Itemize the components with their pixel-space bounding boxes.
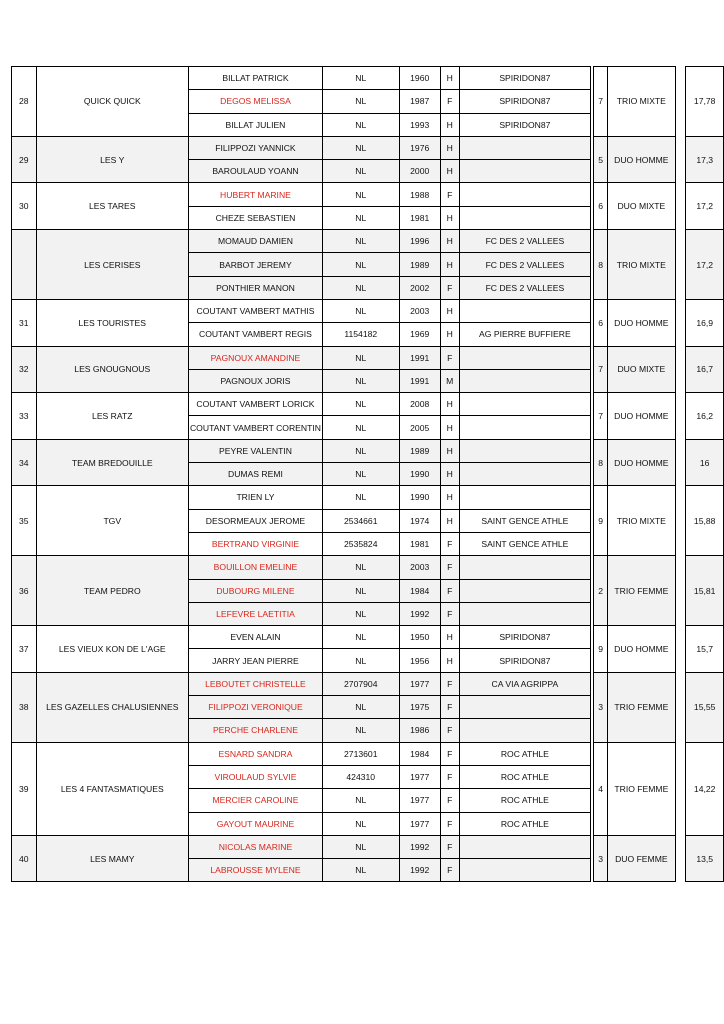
team-category: TRIO FEMME [608, 556, 676, 626]
team-category: DUO MIXTE [608, 183, 676, 230]
table-row [12, 486, 724, 509]
team-place: 3 [594, 672, 608, 742]
member-year: 1981 [399, 206, 440, 229]
column-gap [675, 439, 686, 486]
column-gap [675, 626, 686, 673]
member-sex: H [440, 136, 459, 159]
column-gap [675, 67, 686, 137]
team-score: 15,55 [686, 672, 724, 742]
member-year: 1977 [399, 765, 440, 788]
member-name: DEGOS MELISSA [188, 90, 322, 113]
member-year: 2000 [399, 160, 440, 183]
member-year: 2002 [399, 276, 440, 299]
member-name: GAYOUT MAURINE [188, 812, 322, 835]
member-club [459, 346, 591, 369]
team-number: 39 [12, 742, 37, 835]
member-club: SPIRIDON87 [459, 626, 591, 649]
team-number: 37 [12, 626, 37, 673]
member-year: 1993 [399, 113, 440, 136]
member-license: 2534661 [322, 509, 399, 532]
team-number: 28 [12, 67, 37, 137]
team-name: LES RATZ [36, 393, 188, 440]
member-name: MERCIER CAROLINE [188, 789, 322, 812]
member-sex: F [440, 719, 459, 742]
team-name: LES GAZELLES CHALUSIENNES [36, 672, 188, 742]
member-club [459, 160, 591, 183]
member-sex: F [440, 812, 459, 835]
team-name: LES CERISES [36, 230, 188, 300]
team-name: LES VIEUX KON DE L'AGE [36, 626, 188, 673]
member-name: BILLAT JULIEN [188, 113, 322, 136]
member-sex: F [440, 183, 459, 206]
member-year: 1956 [399, 649, 440, 672]
member-name: PAGNOUX JORIS [188, 369, 322, 392]
team-name: QUICK QUICK [36, 67, 188, 137]
member-name: COUTANT VAMBERT MATHIS [188, 299, 322, 322]
team-category: TRIO FEMME [608, 672, 676, 742]
member-club [459, 393, 591, 416]
team-category: TRIO MIXTE [608, 486, 676, 556]
member-sex: F [440, 579, 459, 602]
member-club: SPIRIDON87 [459, 90, 591, 113]
member-name: LEBOUTET CHRISTELLE [188, 672, 322, 695]
team-category: DUO MIXTE [608, 346, 676, 393]
team-score: 16,9 [686, 299, 724, 346]
member-year: 1990 [399, 486, 440, 509]
member-year: 1974 [399, 509, 440, 532]
member-sex: H [440, 113, 459, 136]
team-score: 15,88 [686, 486, 724, 556]
member-name: BAROULAUD YOANN [188, 160, 322, 183]
team-place: 7 [594, 67, 608, 137]
team-name: TEAM BREDOUILLE [36, 439, 188, 486]
table-row [12, 346, 724, 369]
table-row [12, 672, 724, 695]
member-year: 1991 [399, 346, 440, 369]
team-score: 16,7 [686, 346, 724, 393]
member-year: 1988 [399, 183, 440, 206]
team-place: 8 [594, 230, 608, 300]
team-category: TRIO MIXTE [608, 230, 676, 300]
results-table [11, 66, 724, 882]
member-sex: H [440, 253, 459, 276]
member-license: NL [322, 696, 399, 719]
team-number: 33 [12, 393, 37, 440]
team-place: 9 [594, 626, 608, 673]
team-number: 30 [12, 183, 37, 230]
member-year: 2003 [399, 556, 440, 579]
member-year: 1977 [399, 672, 440, 695]
member-name: EVEN ALAIN [188, 626, 322, 649]
member-license: NL [322, 649, 399, 672]
member-year: 2005 [399, 416, 440, 439]
member-year: 1984 [399, 579, 440, 602]
member-sex: H [440, 439, 459, 462]
member-sex: F [440, 859, 459, 882]
member-license: 2535824 [322, 532, 399, 555]
team-category: DUO HOMME [608, 439, 676, 486]
member-sex: H [440, 416, 459, 439]
member-year: 1969 [399, 323, 440, 346]
column-gap [675, 835, 686, 882]
member-year: 1996 [399, 230, 440, 253]
member-year: 1950 [399, 626, 440, 649]
member-club [459, 486, 591, 509]
member-club [459, 859, 591, 882]
column-gap [675, 486, 686, 556]
member-license: NL [322, 439, 399, 462]
member-club [459, 439, 591, 462]
member-license: NL [322, 602, 399, 625]
member-license: NL [322, 835, 399, 858]
column-gap [675, 672, 686, 742]
member-sex: H [440, 323, 459, 346]
member-sex: F [440, 742, 459, 765]
member-name: ESNARD SANDRA [188, 742, 322, 765]
column-gap [675, 299, 686, 346]
member-sex: F [440, 789, 459, 812]
member-name: CHEZE SEBASTIEN [188, 206, 322, 229]
member-club [459, 136, 591, 159]
member-name: NICOLAS MARINE [188, 835, 322, 858]
team-name: LES 4 FANTASMATIQUES [36, 742, 188, 835]
member-license: NL [322, 789, 399, 812]
table-row [12, 556, 724, 579]
member-license: NL [322, 346, 399, 369]
member-sex: F [440, 835, 459, 858]
member-license: NL [322, 486, 399, 509]
member-year: 1976 [399, 136, 440, 159]
member-club: ROC ATHLE [459, 765, 591, 788]
member-name: PAGNOUX AMANDINE [188, 346, 322, 369]
team-name: LES MAMY [36, 835, 188, 882]
member-year: 1981 [399, 532, 440, 555]
member-club [459, 206, 591, 229]
team-category: DUO HOMME [608, 626, 676, 673]
column-gap [675, 136, 686, 183]
member-name: LEFEVRE LAETITIA [188, 602, 322, 625]
member-year: 1977 [399, 812, 440, 835]
member-year: 1992 [399, 835, 440, 858]
member-club: CA VIA AGRIPPA [459, 672, 591, 695]
team-place: 9 [594, 486, 608, 556]
member-license: NL [322, 556, 399, 579]
member-name: JARRY JEAN PIERRE [188, 649, 322, 672]
member-license: NL [322, 276, 399, 299]
table-row [12, 742, 724, 765]
member-sex: F [440, 276, 459, 299]
member-name: FILIPPOZI VERONIQUE [188, 696, 322, 719]
member-sex: H [440, 230, 459, 253]
member-sex: H [440, 626, 459, 649]
member-sex: F [440, 532, 459, 555]
member-name: COUTANT VAMBERT CORENTIN [188, 416, 322, 439]
member-year: 2008 [399, 393, 440, 416]
member-club: SPIRIDON87 [459, 113, 591, 136]
member-sex: H [440, 393, 459, 416]
team-score: 15,7 [686, 626, 724, 673]
team-category: DUO FEMME [608, 835, 676, 882]
team-category: TRIO FEMME [608, 742, 676, 835]
team-name: LES GNOUGNOUS [36, 346, 188, 393]
member-club [459, 416, 591, 439]
member-sex: M [440, 369, 459, 392]
member-license: NL [322, 183, 399, 206]
member-name: BERTRAND VIRGINIE [188, 532, 322, 555]
member-name: COUTANT VAMBERT LORICK [188, 393, 322, 416]
column-gap [675, 742, 686, 835]
member-license: NL [322, 90, 399, 113]
member-license: NL [322, 463, 399, 486]
table-row [12, 67, 724, 90]
team-number: 34 [12, 439, 37, 486]
team-name: LES TOURISTES [36, 299, 188, 346]
member-license: NL [322, 369, 399, 392]
member-sex: H [440, 160, 459, 183]
team-number: 40 [12, 835, 37, 882]
column-gap [675, 183, 686, 230]
member-club [459, 556, 591, 579]
member-license: NL [322, 67, 399, 90]
member-club [459, 183, 591, 206]
team-score: 13,5 [686, 835, 724, 882]
member-name: VIROULAUD SYLVIE [188, 765, 322, 788]
table-row [12, 626, 724, 649]
member-club: AG PIERRE BUFFIERE [459, 323, 591, 346]
member-name: DESORMEAUX JEROME [188, 509, 322, 532]
member-club [459, 602, 591, 625]
member-year: 1987 [399, 90, 440, 113]
member-license: 424310 [322, 765, 399, 788]
member-club: FC DES 2 VALLEES [459, 253, 591, 276]
team-score: 17,3 [686, 136, 724, 183]
member-club: SAINT GENCE ATHLE [459, 509, 591, 532]
member-sex: H [440, 299, 459, 322]
member-club: SPIRIDON87 [459, 649, 591, 672]
team-score: 17,78 [686, 67, 724, 137]
team-place: 7 [594, 346, 608, 393]
member-license: NL [322, 253, 399, 276]
member-year: 1984 [399, 742, 440, 765]
table-row [12, 230, 724, 253]
member-sex: F [440, 346, 459, 369]
member-license: NL [322, 416, 399, 439]
member-year: 1960 [399, 67, 440, 90]
member-license: NL [322, 719, 399, 742]
member-license: NL [322, 626, 399, 649]
table-row [12, 299, 724, 322]
column-gap [675, 230, 686, 300]
member-year: 1975 [399, 696, 440, 719]
member-sex: H [440, 486, 459, 509]
member-sex: F [440, 602, 459, 625]
member-year: 2003 [399, 299, 440, 322]
table-row [12, 393, 724, 416]
member-name: PERCHE CHARLENE [188, 719, 322, 742]
table-row [12, 136, 724, 159]
member-name: PEYRE VALENTIN [188, 439, 322, 462]
member-name: FILIPPOZI YANNICK [188, 136, 322, 159]
team-category: DUO HOMME [608, 299, 676, 346]
team-number: 36 [12, 556, 37, 626]
member-club [459, 299, 591, 322]
member-club: SAINT GENCE ATHLE [459, 532, 591, 555]
member-club: ROC ATHLE [459, 789, 591, 812]
member-license: NL [322, 136, 399, 159]
member-year: 1992 [399, 602, 440, 625]
team-place: 4 [594, 742, 608, 835]
member-year: 1992 [399, 859, 440, 882]
member-club: SPIRIDON87 [459, 67, 591, 90]
member-name: MOMAUD DAMIEN [188, 230, 322, 253]
team-number: 29 [12, 136, 37, 183]
member-license: 2713601 [322, 742, 399, 765]
team-score: 16 [686, 439, 724, 486]
member-year: 1986 [399, 719, 440, 742]
column-gap [675, 556, 686, 626]
member-sex: H [440, 67, 459, 90]
team-category: DUO HOMME [608, 136, 676, 183]
member-license: NL [322, 859, 399, 882]
member-club [459, 719, 591, 742]
team-score: 16,2 [686, 393, 724, 440]
member-name: BOUILLON EMELINE [188, 556, 322, 579]
member-name: BARBOT JEREMY [188, 253, 322, 276]
member-year: 1991 [399, 369, 440, 392]
member-name: PONTHIER MANON [188, 276, 322, 299]
member-license: 1154182 [322, 323, 399, 346]
team-score: 14,22 [686, 742, 724, 835]
member-year: 1989 [399, 253, 440, 276]
team-place: 6 [594, 183, 608, 230]
member-sex: F [440, 765, 459, 788]
member-sex: H [440, 206, 459, 229]
member-name: DUBOURG MILENE [188, 579, 322, 602]
team-place: 5 [594, 136, 608, 183]
member-name: DUMAS REMI [188, 463, 322, 486]
team-number: 31 [12, 299, 37, 346]
member-license: NL [322, 160, 399, 183]
member-license: 2707904 [322, 672, 399, 695]
member-sex: F [440, 90, 459, 113]
member-club [459, 696, 591, 719]
member-license: NL [322, 812, 399, 835]
team-number: 32 [12, 346, 37, 393]
member-name: LABROUSSE MYLENE [188, 859, 322, 882]
member-sex: F [440, 696, 459, 719]
team-category: TRIO MIXTE [608, 67, 676, 137]
member-license: NL [322, 579, 399, 602]
member-license: NL [322, 393, 399, 416]
team-score: 15,81 [686, 556, 724, 626]
member-year: 1990 [399, 463, 440, 486]
member-name: BILLAT PATRICK [188, 67, 322, 90]
team-place: 7 [594, 393, 608, 440]
member-club [459, 835, 591, 858]
member-sex: H [440, 649, 459, 672]
team-place: 3 [594, 835, 608, 882]
table-row [12, 183, 724, 206]
member-license: NL [322, 206, 399, 229]
team-number: 38 [12, 672, 37, 742]
member-sex: F [440, 672, 459, 695]
member-club [459, 463, 591, 486]
member-license: NL [322, 113, 399, 136]
table-row [12, 835, 724, 858]
team-place: 2 [594, 556, 608, 626]
team-score: 17,2 [686, 183, 724, 230]
team-number: 35 [12, 486, 37, 556]
results-body [12, 67, 724, 882]
team-category: DUO HOMME [608, 393, 676, 440]
member-club: FC DES 2 VALLEES [459, 276, 591, 299]
member-club [459, 369, 591, 392]
team-score: 17,2 [686, 230, 724, 300]
team-name: LES Y [36, 136, 188, 183]
team-number [12, 230, 37, 300]
member-sex: H [440, 463, 459, 486]
team-place: 8 [594, 439, 608, 486]
member-club [459, 579, 591, 602]
table-row [12, 439, 724, 462]
member-year: 1989 [399, 439, 440, 462]
member-sex: F [440, 556, 459, 579]
member-club: ROC ATHLE [459, 742, 591, 765]
member-name: TRIEN LY [188, 486, 322, 509]
member-club: FC DES 2 VALLEES [459, 230, 591, 253]
member-sex: H [440, 509, 459, 532]
team-name: TGV [36, 486, 188, 556]
column-gap [675, 346, 686, 393]
team-name: TEAM PEDRO [36, 556, 188, 626]
member-license: NL [322, 299, 399, 322]
member-year: 1977 [399, 789, 440, 812]
team-name: LES TARES [36, 183, 188, 230]
team-place: 6 [594, 299, 608, 346]
member-name: HUBERT MARINE [188, 183, 322, 206]
member-name: COUTANT VAMBERT REGIS [188, 323, 322, 346]
member-club: ROC ATHLE [459, 812, 591, 835]
member-license: NL [322, 230, 399, 253]
column-gap [675, 393, 686, 440]
